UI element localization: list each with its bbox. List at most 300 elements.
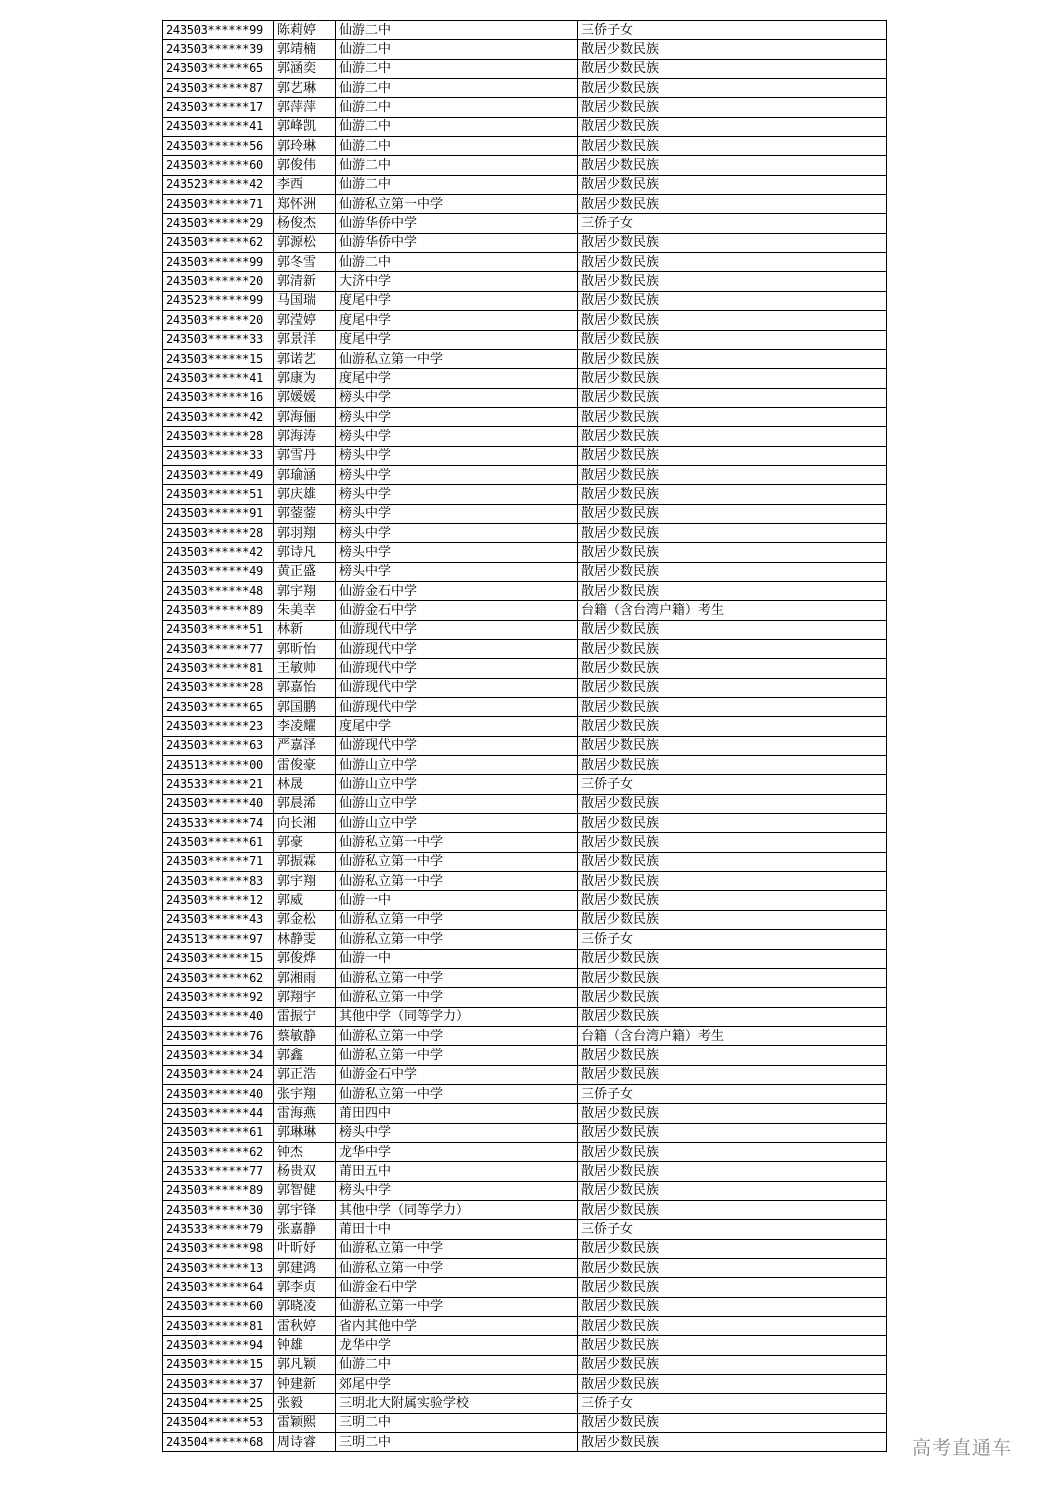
school-cell: 莆田十中 bbox=[336, 1220, 578, 1239]
student-name-cell: 郭凡颖 bbox=[274, 1355, 336, 1374]
student-name-cell: 郭萍萍 bbox=[274, 98, 336, 117]
student-name-cell: 郭海俪 bbox=[274, 407, 336, 426]
candidate-id-cell: 243503******61 bbox=[163, 1123, 274, 1142]
category-cell: 散居少数民族 bbox=[578, 427, 887, 446]
school-cell: 仙游金石中学 bbox=[336, 601, 578, 620]
school-cell: 仙游华侨中学 bbox=[336, 233, 578, 252]
category-cell: 散居少数民族 bbox=[578, 1142, 887, 1161]
table-row bbox=[163, 388, 887, 407]
category-cell: 三侨子女 bbox=[578, 1084, 887, 1103]
table-row bbox=[163, 988, 887, 1007]
category-cell: 散居少数民族 bbox=[578, 659, 887, 678]
school-cell: 榜头中学 bbox=[336, 465, 578, 484]
school-cell: 仙游私立第一中学 bbox=[336, 1259, 578, 1278]
candidate-id-cell: 243503******99 bbox=[163, 253, 274, 272]
student-name-cell: 蔡敏静 bbox=[274, 1026, 336, 1045]
candidate-id-cell: 243503******62 bbox=[163, 233, 274, 252]
category-cell: 散居少数民族 bbox=[578, 698, 887, 717]
table-row bbox=[163, 369, 887, 388]
category-cell: 散居少数民族 bbox=[578, 1317, 887, 1336]
candidate-id-cell: 243503******24 bbox=[163, 1065, 274, 1084]
table-row bbox=[163, 291, 887, 310]
student-name-cell: 郭庆雄 bbox=[274, 485, 336, 504]
candidate-id-cell: 243503******48 bbox=[163, 581, 274, 600]
candidate-id-cell: 243503******51 bbox=[163, 620, 274, 639]
student-name-cell: 林晟 bbox=[274, 775, 336, 794]
candidate-id-cell: 243513******97 bbox=[163, 930, 274, 949]
candidate-id-cell: 243533******79 bbox=[163, 1220, 274, 1239]
table-row bbox=[163, 1259, 887, 1278]
table-row bbox=[163, 465, 887, 484]
student-name-cell: 郭俊烨 bbox=[274, 949, 336, 968]
candidate-id-cell: 243504******25 bbox=[163, 1394, 274, 1413]
category-cell: 散居少数民族 bbox=[578, 794, 887, 813]
school-cell: 仙游私立第一中学 bbox=[336, 852, 578, 871]
candidate-id-cell: 243503******81 bbox=[163, 1317, 274, 1336]
candidate-id-cell: 243513******00 bbox=[163, 756, 274, 775]
table-row bbox=[163, 1007, 887, 1026]
student-name-cell: 叶昕妤 bbox=[274, 1239, 336, 1258]
student-name-cell: 郭金松 bbox=[274, 910, 336, 929]
roster-body bbox=[163, 21, 887, 1452]
table-row bbox=[163, 1355, 887, 1374]
table-row bbox=[163, 1297, 887, 1316]
candidate-id-cell: 243503******91 bbox=[163, 504, 274, 523]
category-cell: 散居少数民族 bbox=[578, 1162, 887, 1181]
candidate-id-cell: 243503******28 bbox=[163, 678, 274, 697]
category-cell: 散居少数民族 bbox=[578, 949, 887, 968]
candidate-id-cell: 243523******99 bbox=[163, 291, 274, 310]
table-row bbox=[163, 233, 887, 252]
table-row bbox=[163, 1317, 887, 1336]
student-name-cell: 郭海涛 bbox=[274, 427, 336, 446]
student-name-cell: 郭宇锋 bbox=[274, 1200, 336, 1219]
table-row bbox=[163, 98, 887, 117]
candidate-id-cell: 243503******30 bbox=[163, 1200, 274, 1219]
table-row bbox=[163, 349, 887, 368]
school-cell: 郊尾中学 bbox=[336, 1375, 578, 1394]
category-cell: 散居少数民族 bbox=[578, 910, 887, 929]
candidate-id-cell: 243503******34 bbox=[163, 1046, 274, 1065]
bonus-roster-table bbox=[162, 20, 887, 1452]
category-cell: 散居少数民族 bbox=[578, 1297, 887, 1316]
category-cell: 散居少数民族 bbox=[578, 1259, 887, 1278]
student-name-cell: 郭玲琳 bbox=[274, 137, 336, 156]
category-cell: 散居少数民族 bbox=[578, 620, 887, 639]
candidate-id-cell: 243503******44 bbox=[163, 1104, 274, 1123]
candidate-id-cell: 243503******77 bbox=[163, 640, 274, 659]
table-row bbox=[163, 852, 887, 871]
candidate-id-cell: 243503******43 bbox=[163, 910, 274, 929]
candidate-id-cell: 243503******17 bbox=[163, 98, 274, 117]
category-cell: 散居少数民族 bbox=[578, 562, 887, 581]
student-name-cell: 郭源松 bbox=[274, 233, 336, 252]
table-row bbox=[163, 253, 887, 272]
candidate-id-cell: 243503******51 bbox=[163, 485, 274, 504]
student-name-cell: 郭景洋 bbox=[274, 330, 336, 349]
watermark-text: 高考直通车 bbox=[912, 1437, 1013, 1459]
school-cell: 榜头中学 bbox=[336, 504, 578, 523]
table-row bbox=[163, 717, 887, 736]
category-cell: 散居少数民族 bbox=[578, 1433, 887, 1452]
table-row bbox=[163, 214, 887, 233]
school-cell: 省内其他中学 bbox=[336, 1317, 578, 1336]
school-cell: 龙华中学 bbox=[336, 1142, 578, 1161]
category-cell: 三侨子女 bbox=[578, 930, 887, 949]
candidate-id-cell: 243503******49 bbox=[163, 465, 274, 484]
category-cell: 散居少数民族 bbox=[578, 891, 887, 910]
table-row bbox=[163, 968, 887, 987]
table-row bbox=[163, 1123, 887, 1142]
table-row bbox=[163, 1239, 887, 1258]
category-cell: 散居少数民族 bbox=[578, 272, 887, 291]
candidate-id-cell: 243503******40 bbox=[163, 794, 274, 813]
student-name-cell: 朱美幸 bbox=[274, 601, 336, 620]
table-row bbox=[163, 872, 887, 891]
category-cell: 散居少数民族 bbox=[578, 717, 887, 736]
school-cell: 榜头中学 bbox=[336, 1181, 578, 1200]
category-cell: 散居少数民族 bbox=[578, 833, 887, 852]
student-name-cell: 周诗睿 bbox=[274, 1433, 336, 1452]
school-cell: 榜头中学 bbox=[336, 543, 578, 562]
category-cell: 三侨子女 bbox=[578, 775, 887, 794]
school-cell: 莆田四中 bbox=[336, 1104, 578, 1123]
candidate-id-cell: 243503******64 bbox=[163, 1278, 274, 1297]
school-cell: 仙游现代中学 bbox=[336, 736, 578, 755]
student-name-cell: 郭嘉怡 bbox=[274, 678, 336, 697]
candidate-id-cell: 243503******92 bbox=[163, 988, 274, 1007]
school-cell: 仙游私立第一中学 bbox=[336, 1026, 578, 1045]
candidate-id-cell: 243503******71 bbox=[163, 852, 274, 871]
category-cell: 散居少数民族 bbox=[578, 523, 887, 542]
student-name-cell: 郭威 bbox=[274, 891, 336, 910]
school-cell: 榜头中学 bbox=[336, 1123, 578, 1142]
candidate-id-cell: 243503******33 bbox=[163, 330, 274, 349]
school-cell: 仙游二中 bbox=[336, 40, 578, 59]
candidate-id-cell: 243503******28 bbox=[163, 523, 274, 542]
school-cell: 三明北大附属实验学校 bbox=[336, 1394, 578, 1413]
category-cell: 散居少数民族 bbox=[578, 1181, 887, 1200]
school-cell: 三明二中 bbox=[336, 1433, 578, 1452]
student-name-cell: 郭翔宇 bbox=[274, 988, 336, 1007]
student-name-cell: 雷颖熙 bbox=[274, 1413, 336, 1432]
category-cell: 三侨子女 bbox=[578, 21, 887, 40]
school-cell: 仙游私立第一中学 bbox=[336, 833, 578, 852]
school-cell: 仙游山立中学 bbox=[336, 794, 578, 813]
student-name-cell: 钟建新 bbox=[274, 1375, 336, 1394]
category-cell: 散居少数民族 bbox=[578, 233, 887, 252]
table-row bbox=[163, 910, 887, 929]
student-name-cell: 郭晨浠 bbox=[274, 794, 336, 813]
student-name-cell: 李凌耀 bbox=[274, 717, 336, 736]
student-name-cell: 郭瑜涵 bbox=[274, 465, 336, 484]
category-cell: 散居少数民族 bbox=[578, 137, 887, 156]
table-row bbox=[163, 1375, 887, 1394]
student-name-cell: 郭诗凡 bbox=[274, 543, 336, 562]
category-cell: 散居少数民族 bbox=[578, 79, 887, 98]
student-name-cell: 郭蓥蓥 bbox=[274, 504, 336, 523]
category-cell: 散居少数民族 bbox=[578, 98, 887, 117]
category-cell: 散居少数民族 bbox=[578, 1065, 887, 1084]
category-cell: 散居少数民族 bbox=[578, 1046, 887, 1065]
table-row bbox=[163, 601, 887, 620]
school-cell: 仙游现代中学 bbox=[336, 620, 578, 639]
category-cell: 散居少数民族 bbox=[578, 330, 887, 349]
candidate-id-cell: 243533******74 bbox=[163, 814, 274, 833]
school-cell: 仙游现代中学 bbox=[336, 659, 578, 678]
category-cell: 散居少数民族 bbox=[578, 253, 887, 272]
school-cell: 仙游二中 bbox=[336, 253, 578, 272]
candidate-id-cell: 243503******16 bbox=[163, 388, 274, 407]
table-row bbox=[163, 523, 887, 542]
school-cell: 仙游华侨中学 bbox=[336, 214, 578, 233]
school-cell: 仙游私立第一中学 bbox=[336, 930, 578, 949]
school-cell: 仙游私立第一中学 bbox=[336, 968, 578, 987]
table-row bbox=[163, 814, 887, 833]
table-row bbox=[163, 59, 887, 78]
candidate-id-cell: 243503******94 bbox=[163, 1336, 274, 1355]
school-cell: 仙游二中 bbox=[336, 79, 578, 98]
school-cell: 仙游二中 bbox=[336, 156, 578, 175]
category-cell: 散居少数民族 bbox=[578, 195, 887, 214]
table-row bbox=[163, 794, 887, 813]
table-row bbox=[163, 156, 887, 175]
student-name-cell: 郭清新 bbox=[274, 272, 336, 291]
school-cell: 仙游山立中学 bbox=[336, 814, 578, 833]
candidate-id-cell: 243503******42 bbox=[163, 543, 274, 562]
candidate-id-cell: 243503******13 bbox=[163, 1259, 274, 1278]
candidate-id-cell: 243503******20 bbox=[163, 311, 274, 330]
school-cell: 仙游私立第一中学 bbox=[336, 1084, 578, 1103]
table-row bbox=[163, 1394, 887, 1413]
school-cell: 榜头中学 bbox=[336, 427, 578, 446]
category-cell: 散居少数民族 bbox=[578, 369, 887, 388]
category-cell: 散居少数民族 bbox=[578, 1413, 887, 1432]
category-cell: 散居少数民族 bbox=[578, 1375, 887, 1394]
school-cell: 仙游二中 bbox=[336, 21, 578, 40]
table-row bbox=[163, 698, 887, 717]
student-name-cell: 杨贵双 bbox=[274, 1162, 336, 1181]
table-row bbox=[163, 40, 887, 59]
category-cell: 散居少数民族 bbox=[578, 988, 887, 1007]
school-cell: 仙游二中 bbox=[336, 117, 578, 136]
category-cell: 散居少数民族 bbox=[578, 1239, 887, 1258]
student-name-cell: 张毅 bbox=[274, 1394, 336, 1413]
table-row bbox=[163, 736, 887, 755]
candidate-id-cell: 243503******56 bbox=[163, 137, 274, 156]
school-cell: 仙游私立第一中学 bbox=[336, 349, 578, 368]
school-cell: 仙游二中 bbox=[336, 59, 578, 78]
student-name-cell: 郭国鹏 bbox=[274, 698, 336, 717]
category-cell: 散居少数民族 bbox=[578, 407, 887, 426]
candidate-id-cell: 243503******15 bbox=[163, 949, 274, 968]
school-cell: 龙华中学 bbox=[336, 1336, 578, 1355]
table-row bbox=[163, 1026, 887, 1045]
student-name-cell: 张宇翔 bbox=[274, 1084, 336, 1103]
category-cell: 散居少数民族 bbox=[578, 543, 887, 562]
candidate-id-cell: 243503******98 bbox=[163, 1239, 274, 1258]
candidate-id-cell: 243523******42 bbox=[163, 175, 274, 194]
school-cell: 度尾中学 bbox=[336, 330, 578, 349]
table-row bbox=[163, 581, 887, 600]
school-cell: 仙游金石中学 bbox=[336, 581, 578, 600]
table-row bbox=[163, 620, 887, 639]
student-name-cell: 郭羽翔 bbox=[274, 523, 336, 542]
table-row bbox=[163, 117, 887, 136]
table-row bbox=[163, 137, 887, 156]
school-cell: 仙游山立中学 bbox=[336, 775, 578, 794]
candidate-id-cell: 243503******71 bbox=[163, 195, 274, 214]
student-name-cell: 郭滢婷 bbox=[274, 311, 336, 330]
school-cell: 仙游二中 bbox=[336, 1355, 578, 1374]
school-cell: 三明二中 bbox=[336, 1413, 578, 1432]
student-name-cell: 杨俊杰 bbox=[274, 214, 336, 233]
student-name-cell: 郭俊伟 bbox=[274, 156, 336, 175]
school-cell: 仙游一中 bbox=[336, 891, 578, 910]
table-row bbox=[163, 485, 887, 504]
category-cell: 三侨子女 bbox=[578, 1220, 887, 1239]
category-cell: 散居少数民族 bbox=[578, 446, 887, 465]
candidate-id-cell: 243503******89 bbox=[163, 601, 274, 620]
table-row bbox=[163, 175, 887, 194]
school-cell: 仙游私立第一中学 bbox=[336, 910, 578, 929]
candidate-id-cell: 243503******40 bbox=[163, 1007, 274, 1026]
school-cell: 度尾中学 bbox=[336, 369, 578, 388]
category-cell: 散居少数民族 bbox=[578, 291, 887, 310]
candidate-id-cell: 243504******68 bbox=[163, 1433, 274, 1452]
student-name-cell: 雷振宁 bbox=[274, 1007, 336, 1026]
candidate-id-cell: 243503******41 bbox=[163, 117, 274, 136]
category-cell: 三侨子女 bbox=[578, 1394, 887, 1413]
candidate-id-cell: 243503******65 bbox=[163, 698, 274, 717]
candidate-id-cell: 243503******29 bbox=[163, 214, 274, 233]
table-row bbox=[163, 1278, 887, 1297]
table-row bbox=[163, 504, 887, 523]
student-name-cell: 林静雯 bbox=[274, 930, 336, 949]
table-row bbox=[163, 330, 887, 349]
school-cell: 莆田五中 bbox=[336, 1162, 578, 1181]
category-cell: 散居少数民族 bbox=[578, 1104, 887, 1123]
school-cell: 仙游一中 bbox=[336, 949, 578, 968]
category-cell: 散居少数民族 bbox=[578, 1123, 887, 1142]
student-name-cell: 钟雄 bbox=[274, 1336, 336, 1355]
category-cell: 散居少数民族 bbox=[578, 814, 887, 833]
student-name-cell: 向长湘 bbox=[274, 814, 336, 833]
table-row bbox=[163, 1104, 887, 1123]
student-name-cell: 郭艺琳 bbox=[274, 79, 336, 98]
school-cell: 其他中学（同等学力） bbox=[336, 1007, 578, 1026]
candidate-id-cell: 243503******87 bbox=[163, 79, 274, 98]
category-cell: 散居少数民族 bbox=[578, 40, 887, 59]
table-row bbox=[163, 407, 887, 426]
student-name-cell: 张嘉静 bbox=[274, 1220, 336, 1239]
student-name-cell: 雷秋婷 bbox=[274, 1317, 336, 1336]
student-name-cell: 郭正浩 bbox=[274, 1065, 336, 1084]
table-row bbox=[163, 1065, 887, 1084]
school-cell: 榜头中学 bbox=[336, 407, 578, 426]
category-cell: 散居少数民族 bbox=[578, 678, 887, 697]
student-name-cell: 郭建鸿 bbox=[274, 1259, 336, 1278]
candidate-id-cell: 243504******53 bbox=[163, 1413, 274, 1432]
school-cell: 仙游私立第一中学 bbox=[336, 1297, 578, 1316]
candidate-id-cell: 243503******83 bbox=[163, 872, 274, 891]
category-cell: 散居少数民族 bbox=[578, 117, 887, 136]
category-cell: 台籍（含台湾户籍）考生 bbox=[578, 601, 887, 620]
candidate-id-cell: 243503******49 bbox=[163, 562, 274, 581]
candidate-id-cell: 243503******99 bbox=[163, 21, 274, 40]
table-row bbox=[163, 1220, 887, 1239]
table-row bbox=[163, 562, 887, 581]
category-cell: 散居少数民族 bbox=[578, 59, 887, 78]
category-cell: 散居少数民族 bbox=[578, 968, 887, 987]
table-row bbox=[163, 891, 887, 910]
category-cell: 散居少数民族 bbox=[578, 736, 887, 755]
category-cell: 散居少数民族 bbox=[578, 388, 887, 407]
school-cell: 仙游金石中学 bbox=[336, 1065, 578, 1084]
category-cell: 散居少数民族 bbox=[578, 485, 887, 504]
candidate-id-cell: 243503******81 bbox=[163, 659, 274, 678]
candidate-id-cell: 243503******33 bbox=[163, 446, 274, 465]
candidate-id-cell: 243503******65 bbox=[163, 59, 274, 78]
table-row bbox=[163, 21, 887, 40]
school-cell: 榜头中学 bbox=[336, 388, 578, 407]
category-cell: 散居少数民族 bbox=[578, 465, 887, 484]
school-cell: 仙游私立第一中学 bbox=[336, 872, 578, 891]
table-row bbox=[163, 1181, 887, 1200]
student-name-cell: 郭冬雪 bbox=[274, 253, 336, 272]
student-name-cell: 郭琳琳 bbox=[274, 1123, 336, 1142]
school-cell: 仙游私立第一中学 bbox=[336, 1239, 578, 1258]
student-name-cell: 李西 bbox=[274, 175, 336, 194]
table-row bbox=[163, 272, 887, 291]
table-row bbox=[163, 311, 887, 330]
school-cell: 仙游现代中学 bbox=[336, 640, 578, 659]
category-cell: 台籍（含台湾户籍）考生 bbox=[578, 1026, 887, 1045]
category-cell: 散居少数民族 bbox=[578, 1355, 887, 1374]
table-row bbox=[163, 659, 887, 678]
category-cell: 三侨子女 bbox=[578, 214, 887, 233]
table-row bbox=[163, 1433, 887, 1452]
student-name-cell: 黄正盛 bbox=[274, 562, 336, 581]
candidate-id-cell: 243503******76 bbox=[163, 1026, 274, 1045]
student-name-cell: 陈莉婷 bbox=[274, 21, 336, 40]
table-row bbox=[163, 79, 887, 98]
category-cell: 散居少数民族 bbox=[578, 581, 887, 600]
school-cell: 榜头中学 bbox=[336, 446, 578, 465]
category-cell: 散居少数民族 bbox=[578, 756, 887, 775]
candidate-id-cell: 243503******61 bbox=[163, 833, 274, 852]
student-name-cell: 林新 bbox=[274, 620, 336, 639]
table-row bbox=[163, 1413, 887, 1432]
category-cell: 散居少数民族 bbox=[578, 872, 887, 891]
table-row bbox=[163, 446, 887, 465]
student-name-cell: 钟杰 bbox=[274, 1142, 336, 1161]
student-name-cell: 郭晓凌 bbox=[274, 1297, 336, 1316]
school-cell: 度尾中学 bbox=[336, 717, 578, 736]
candidate-id-cell: 243503******39 bbox=[163, 40, 274, 59]
student-name-cell: 郭湘雨 bbox=[274, 968, 336, 987]
student-name-cell: 雷海燕 bbox=[274, 1104, 336, 1123]
school-cell: 仙游二中 bbox=[336, 137, 578, 156]
school-cell: 仙游私立第一中学 bbox=[336, 195, 578, 214]
candidate-id-cell: 243503******37 bbox=[163, 1375, 274, 1394]
candidate-id-cell: 243503******12 bbox=[163, 891, 274, 910]
table-row bbox=[163, 756, 887, 775]
student-name-cell: 郭诺艺 bbox=[274, 349, 336, 368]
school-cell: 仙游私立第一中学 bbox=[336, 988, 578, 1007]
student-name-cell: 郭昕怡 bbox=[274, 640, 336, 659]
school-cell: 榜头中学 bbox=[336, 562, 578, 581]
